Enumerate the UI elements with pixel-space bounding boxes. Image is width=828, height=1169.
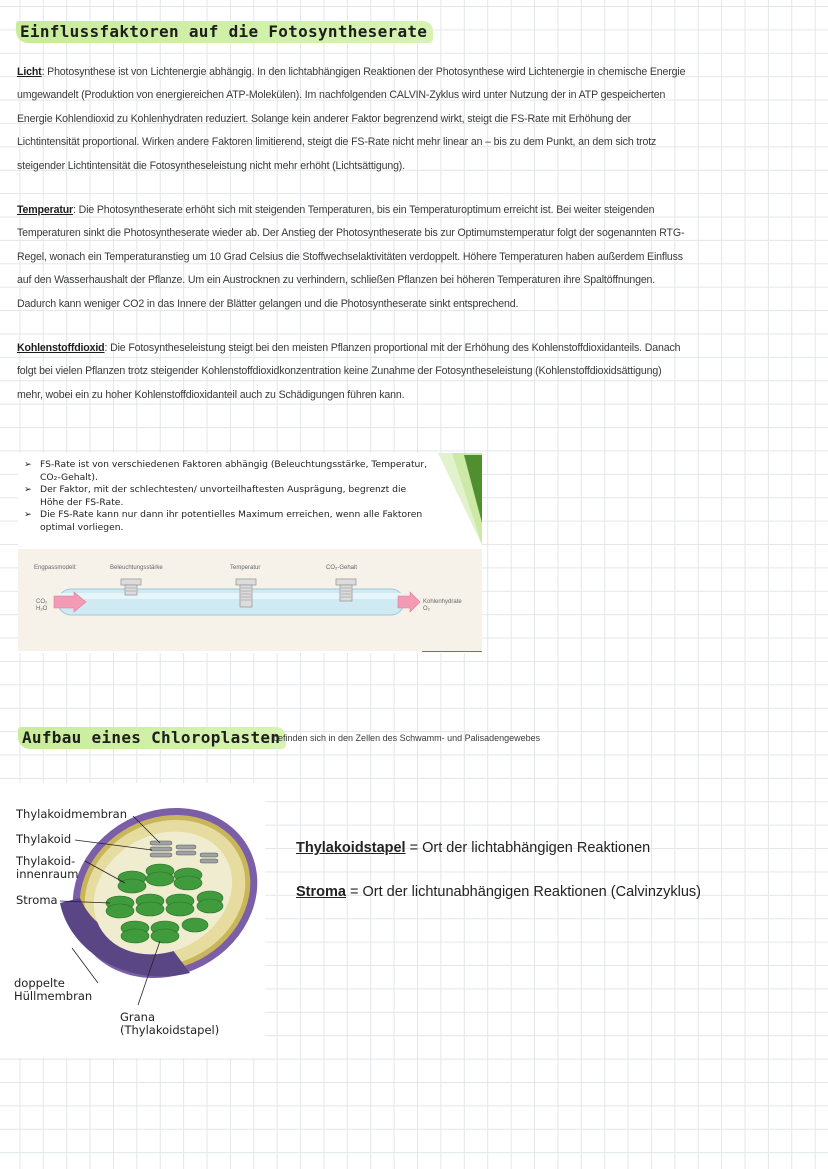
factor-label-light: Beleuchtungsstärke [110,565,163,571]
label-thylakoid: Thylakoid [16,832,72,846]
label-thylakoidmembran: Thylakoidmembran [16,807,127,821]
keyword-temperatur: Temperatur [17,204,73,216]
bottleneck-model [18,549,482,651]
definition-thylakoidstapel: Thylakoidstapel = Ort der lichtabhängigen Reaktionen [296,840,651,856]
keyword-licht: Licht [17,66,42,78]
text-kohlenstoffdioxid: : Die Fotosyntheseleistung steigt bei den meisten Pflanzen proportional mit der Erhöhung des Kohlenstoffdioxidanteils. Danach folgt bei vielen Pflanzen trotz steigender Kohlenstoffdioxidkonzentration keine Zunahme der Fotosyntheseleistung (Kohlenstoffdioxidsättigung) mehr, wobei ein zu hoher Kohlenstoffdioxidanteil auch zu Schädigungen führen kann. [17,342,681,401]
summary-bullet: ➢ Die FS-Rate kann nur dann ihr potentielles Maximum erreichen, wenn alle Faktoren optimal vorliegen. [24,509,423,533]
summary-bullet: ➢ FS-Rate ist von verschiedenen Faktoren abhängig (Beleuchtungsstärke, Temperatur, CO₂-Gehalt). [24,459,428,483]
text-temperatur: : Die Photosyntheserate erhöht sich mit steigenden Temperaturen, bis ein Temperaturoptimum erreicht ist. Bei weiter steigenden Temperaturen sinkt die Photosyntheserate wieder ab. Der Anstieg der Photosyntheserate bis zur Optimumstemperatur folgt der sogenannten RTG-Regel, wonach ein Temperaturanstieg um 10 Grad Celsius die Stoffwechselaktivitäten verdoppelt. Höhere Temperaturen haben außerdem Einfluss auf den Wasserhaushalt der Pflanze. Um ein Austrocknen zu verhindern, schließen Pflanzen bei höheren Temperaturen ihre Spaltöffnungen. Dadurch kann weniger CO2 in das Innere der Blätter gelangen und die Photosyntheserate sinkt entsprechend. [17,204,685,310]
paragraph-kohlenstoffdioxid [17,337,682,407]
label-grana: Grana (Thylakoidstapel) [120,1010,220,1037]
chloroplast-figure [0,783,265,1058]
bottleneck-pipe-icon [18,549,482,651]
definition-stroma: Stroma = Ort der lichtunabhängigen Reaktionen (Calvinzyklus) [296,884,702,900]
input-label: CO₂ H₂O [36,599,48,612]
decorative-triangle-icon [438,453,482,545]
model-label: Engpassmodell: [34,565,77,571]
label-thylakoid-innenraum: Thylakoid- innenraum [16,854,79,881]
keyword-kohlenstoffdioxid: Kohlenstoffdioxid [17,342,105,354]
factor-label-co2: CO₂-Gehalt [326,565,358,571]
text-licht: : Photosynthese ist von Lichtenergie abhängig. In den lichtabhängigen Reaktionen der Photosynthese wird Lichtenergie in chemische Energie umgewandelt (Produktion von energiereichen ATP-Molekülen). Im nachfolgenden CALVIN-Zyklus wird unter Nutzung der in ATP gespeicherten Energie Kohlendioxid zu Kohlenhydraten reduziert. Solange kein anderer Faktor begrenzend wirkt, steigt die FS-Rate mit Erhöhung der Lichtintensität proportional. Wirken andere Faktoren limitierend, steigt die FS-Rate nicht mehr linear an – bis zu dem Punkt, an dem sich trotz steigender Lichtintensität die Fotosyntheseleistung nicht mehr erhöht (Lichtsättigung). [17,66,686,172]
summary-bullet: ➢ Der Faktor, mit der schlechtesten/ unvorteilhaftesten Ausprägung, begrenzt die Höhe der FS-Rate. [24,484,407,508]
paragraph-licht [17,61,695,178]
summary-bullets [24,459,428,535]
paragraph-temperatur [17,199,695,316]
label-stroma: Stroma [16,893,58,907]
section-title-chloroplast: Aufbau eines Chloroplasten [18,727,286,749]
summary-figure [18,453,482,653]
factor-label-temperature: Temperatur [230,565,261,571]
label-huellmembran: doppelte Hüllmembran [14,976,93,1003]
section-title-einflussfaktoren: Einflussfaktoren auf die Fotosyntheserate [16,21,433,43]
section-subtitle-chloroplast: befinden sich in den Zellen des Schwamm- und Palisadengewebes [273,733,541,743]
output-label: Kohlenhydrate O₂ [423,599,462,612]
